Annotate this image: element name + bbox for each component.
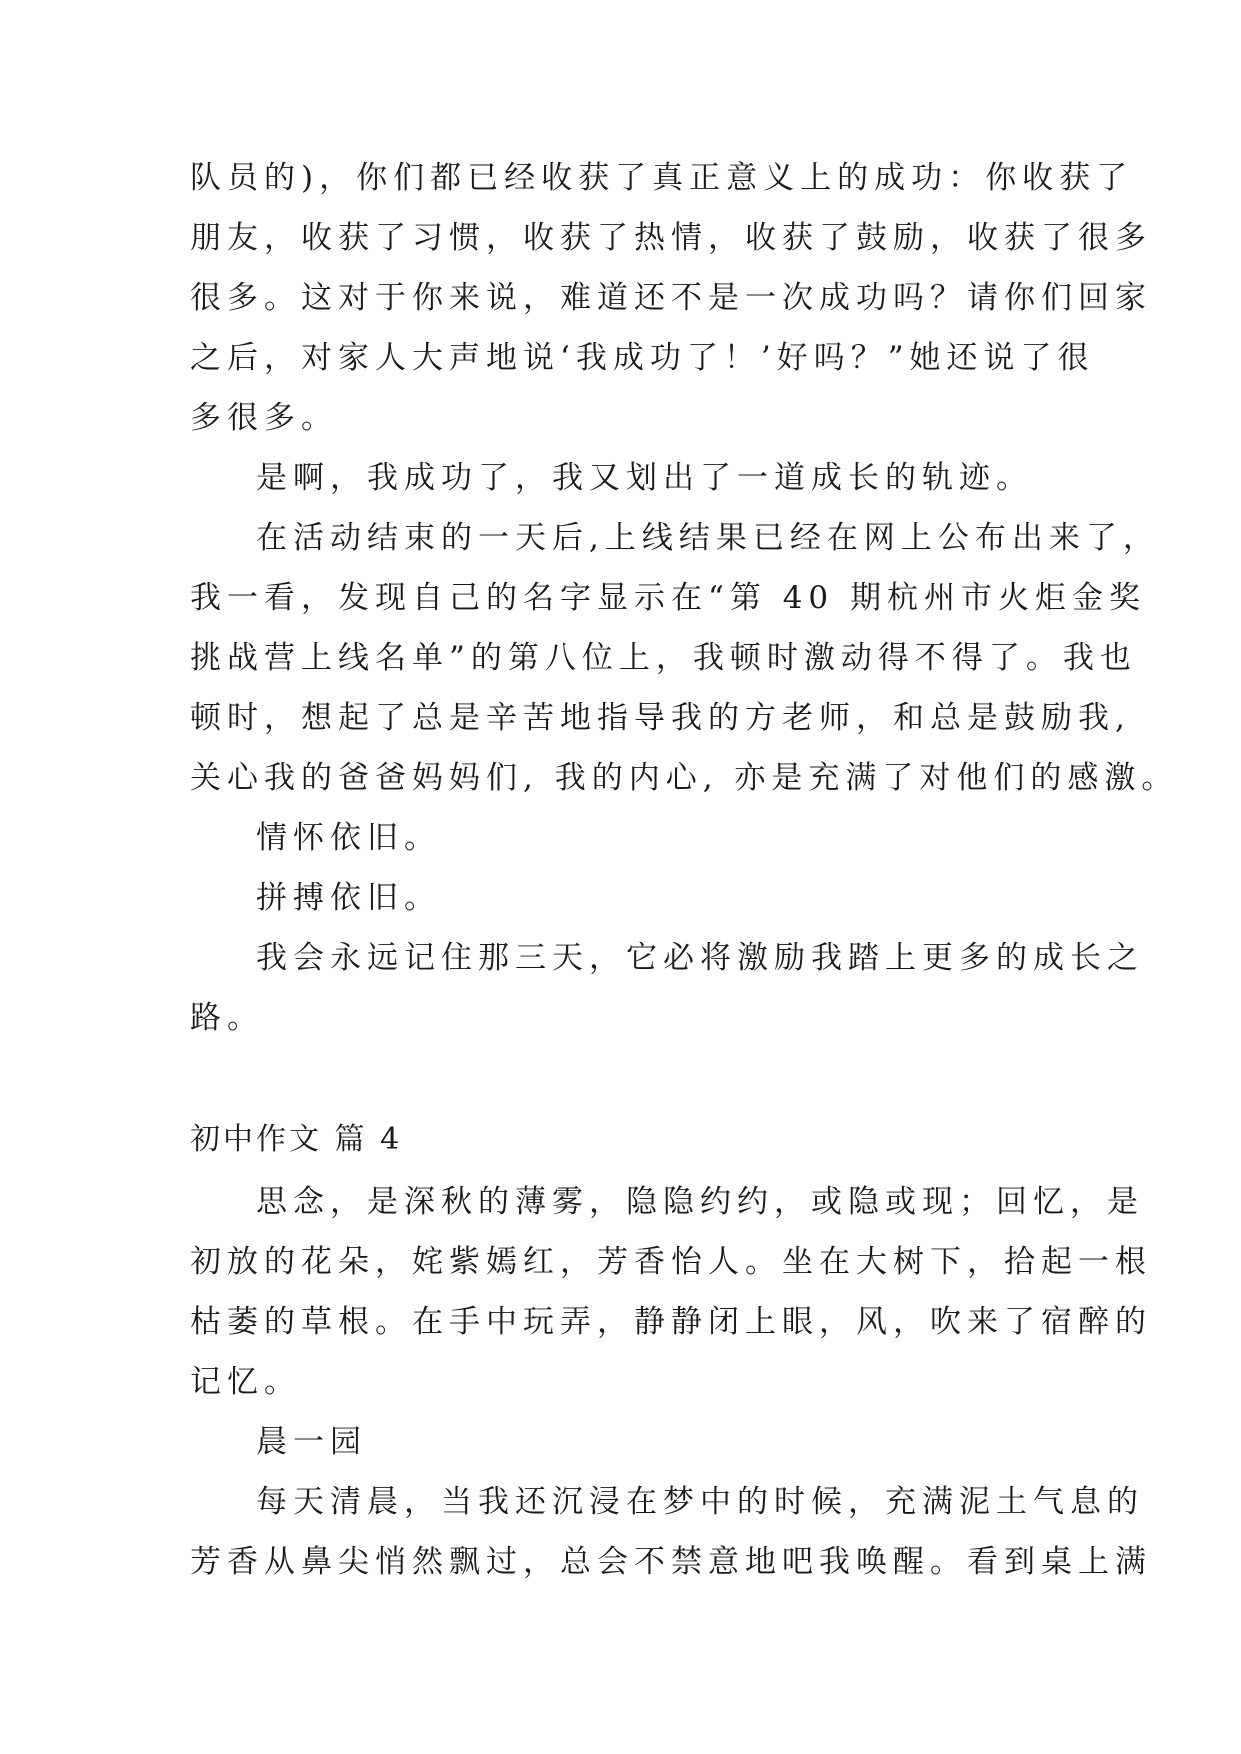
text-line: 关心我的爸爸妈妈们, 我的内心, 亦是充满了对他们的感激。 bbox=[190, 760, 1179, 796]
text-line: 之后，对家人大声地说‘我成功了！’好吗？”她还说了很 bbox=[190, 340, 1095, 376]
paragraph-success: 是啊，我成功了，我又划出了一道成长的轨迹。 bbox=[256, 460, 1033, 496]
text-line: 我一看，发现自己的名字显示在“第 40 期杭州市火炬金奖 bbox=[190, 580, 1146, 616]
section-heading: 初中作文 篇 4 bbox=[190, 1122, 403, 1157]
paragraph-result-first-line: 在活动结束的一天后,上线结果已经在网上公布出来了， bbox=[256, 520, 1160, 556]
text-line: 朋友，收获了习惯，收获了热情，收获了鼓励，收获了很多 bbox=[190, 220, 1152, 256]
text-line: 芳香从鼻尖悄然飘过，总会不禁意地吧我唤醒。看到桌上满 bbox=[190, 1544, 1152, 1580]
paragraph-effort: 拼搏依旧。 bbox=[256, 880, 441, 916]
document-page bbox=[190, 148, 1179, 1592]
text-line: 枯萎的草根。在手中玩弄，静静闭上眼，风，吹来了宿醉的 bbox=[190, 1304, 1152, 1340]
paragraph-remember-first-line: 我会永远记住那三天，它必将激励我踏上更多的成长之 bbox=[256, 940, 1144, 976]
text-line: 挑战营上线名单”的第八位上，我顿时激动得不得了。我也 bbox=[190, 640, 1137, 676]
paragraph-memory-first-line: 思念，是深秋的薄雾，隐隐约约，或隐或现；回忆，是 bbox=[256, 1184, 1144, 1220]
paragraph-feeling: 情怀依旧。 bbox=[256, 820, 441, 856]
text-line: 队员的)，你们都已经收获了真正意义上的成功：你收获了 bbox=[190, 160, 1134, 196]
text-line: 很多。这对于你来说，难道还不是一次成功吗？请你们回家 bbox=[190, 280, 1152, 316]
section-spacer bbox=[190, 1048, 1070, 1108]
text-line: 顿时，想起了总是辛苦地指导我的方老师，和总是鼓励我, bbox=[190, 700, 1131, 736]
text-line: 路。 bbox=[190, 1000, 264, 1036]
text-line: 记忆。 bbox=[190, 1364, 301, 1400]
text-line: 多很多。 bbox=[190, 400, 338, 436]
subheading: 晨一园 bbox=[256, 1424, 367, 1460]
paragraph-morning-first-line: 每天清晨，当我还沉浸在梦中的时候，充满泥土气息的 bbox=[256, 1484, 1144, 1520]
text-line: 初放的花朵，姹紫嫣红，芳香怡人。坐在大树下，拾起一根 bbox=[190, 1244, 1152, 1280]
